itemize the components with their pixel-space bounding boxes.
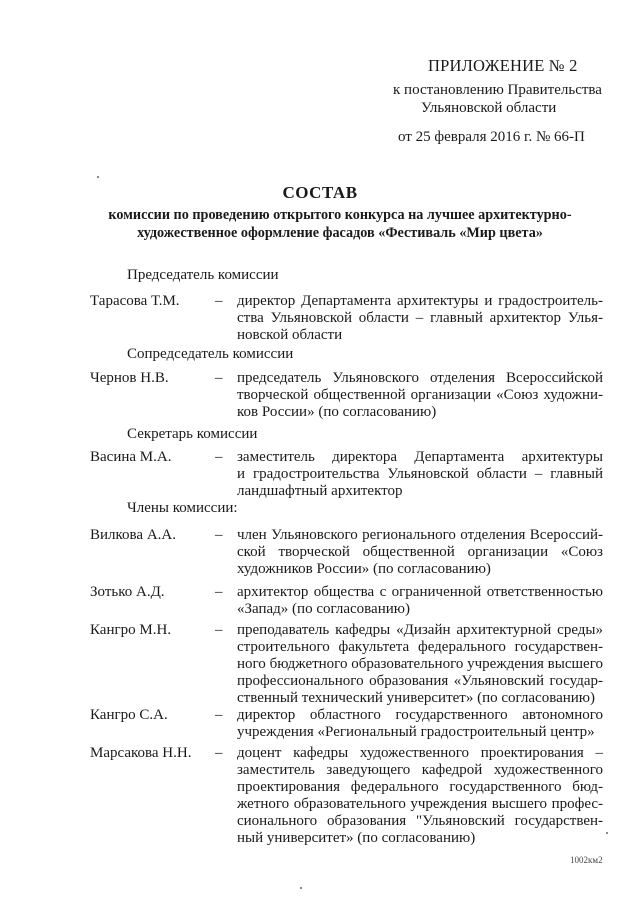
subtitle-line-1: комиссии по проведению открытого конкурса на лучшее архитектурно- <box>108 207 572 223</box>
document-title: СОСТАВ <box>282 183 358 202</box>
desc-line: сионального образования "Ульяновский государствен- <box>237 813 603 829</box>
desc-line: ного бюджетного образовательного учреждения высшего <box>237 656 603 672</box>
dash: – <box>215 527 223 543</box>
dash: – <box>215 707 223 723</box>
section-cochair: Сопредседатель комиссии <box>127 346 294 362</box>
document-code: 1002км2 <box>570 855 603 865</box>
desc-line: и градостроительства Ульяновской области – главный <box>237 466 603 482</box>
desc-line: заместитель директора Департамента архитектуры <box>237 449 603 465</box>
dash: – <box>215 584 223 600</box>
desc-line: строительного факультета федерального государствен- <box>237 639 603 655</box>
desc-line: архитектор общества с ограниченной ответственностью <box>237 584 603 600</box>
person-name: Васина М.А. <box>90 449 172 465</box>
desc-line: профессионального образования «Ульяновский государ- <box>237 673 603 689</box>
desc-line: член Ульяновского регионального отделения Всероссий- <box>237 527 603 543</box>
desc-line: директор Департамента архитектуры и градостроитель- <box>237 293 603 309</box>
desc-line: председатель Ульяновского отделения Всероссийской <box>237 370 603 386</box>
desc-line: директор областного государственного автономного <box>237 707 603 723</box>
dash: – <box>215 622 223 638</box>
person-description <box>237 449 603 500</box>
scan-speck <box>97 176 99 178</box>
appendix-date: от 25 февраля 2016 г. № 66-П <box>398 129 585 145</box>
person-description <box>237 527 603 578</box>
person-description <box>237 584 603 618</box>
dash: – <box>215 293 223 309</box>
person-name: Чернов Н.В. <box>90 370 169 386</box>
appendix-line-1: к постановлению Правительства <box>393 82 602 98</box>
desc-line: жетного образовательного учреждения высшего профес- <box>237 796 603 812</box>
person-description <box>237 622 603 707</box>
desc-line: ственный технический университет» (по согласованию) <box>237 690 596 706</box>
document-subtitle <box>60 206 620 242</box>
scan-speck <box>300 887 302 889</box>
desc-line: творческой общественной организации «Союз художни- <box>237 387 603 403</box>
desc-line: доцент кафедры художественного проектирования – <box>237 745 603 761</box>
person-name: Зотько А.Д. <box>90 584 165 600</box>
person-description <box>237 745 603 847</box>
desc-line: ков России» (по согласованию) <box>237 404 437 420</box>
appendix-title: ПРИЛОЖЕНИЕ № 2 <box>428 56 578 75</box>
subtitle-line-2: художественное оформление фасадов «Фестиваль «Мир цвета» <box>137 225 543 241</box>
dash: – <box>215 745 223 761</box>
desc-line: ландшафтный архитектор <box>237 483 403 499</box>
desc-line: проектирования федерального государственного бюд- <box>237 779 603 795</box>
desc-line: преподаватель кафедры «Дизайн архитектурной среды» <box>237 622 603 638</box>
desc-line: заместитель заведующего кафедрой художественного <box>237 762 603 778</box>
person-name: Кангро М.Н. <box>90 622 172 638</box>
person-description <box>237 293 603 344</box>
section-secretary: Секретарь комиссии <box>127 426 258 442</box>
dash: – <box>215 370 223 386</box>
desc-line: ства Ульяновской области – главный архитектор Улья- <box>237 310 603 326</box>
desc-line: «Запад» (по согласованию) <box>237 601 410 617</box>
desc-line: ской творческой общественной организации «Союз <box>237 544 603 560</box>
dash: – <box>215 449 223 465</box>
section-members: Члены комиссии: <box>127 500 238 516</box>
person-description <box>237 370 603 421</box>
desc-line: ный университет» (по согласованию) <box>237 830 476 846</box>
desc-line: новской области <box>237 327 343 343</box>
appendix-line-2: Ульяновской области <box>421 100 557 116</box>
person-name: Кангро С.А. <box>90 707 168 723</box>
person-name: Вилкова А.А. <box>90 527 177 543</box>
scan-speck <box>606 832 608 834</box>
person-description <box>237 707 603 741</box>
desc-line: художников России» (по согласованию) <box>237 561 491 577</box>
desc-line: учреждения «Региональный градостроительный центр» <box>237 724 595 740</box>
person-name: Тарасова Т.М. <box>90 293 180 309</box>
section-chair: Председатель комиссии <box>127 267 279 283</box>
person-name: Марсакова Н.Н. <box>90 745 192 761</box>
